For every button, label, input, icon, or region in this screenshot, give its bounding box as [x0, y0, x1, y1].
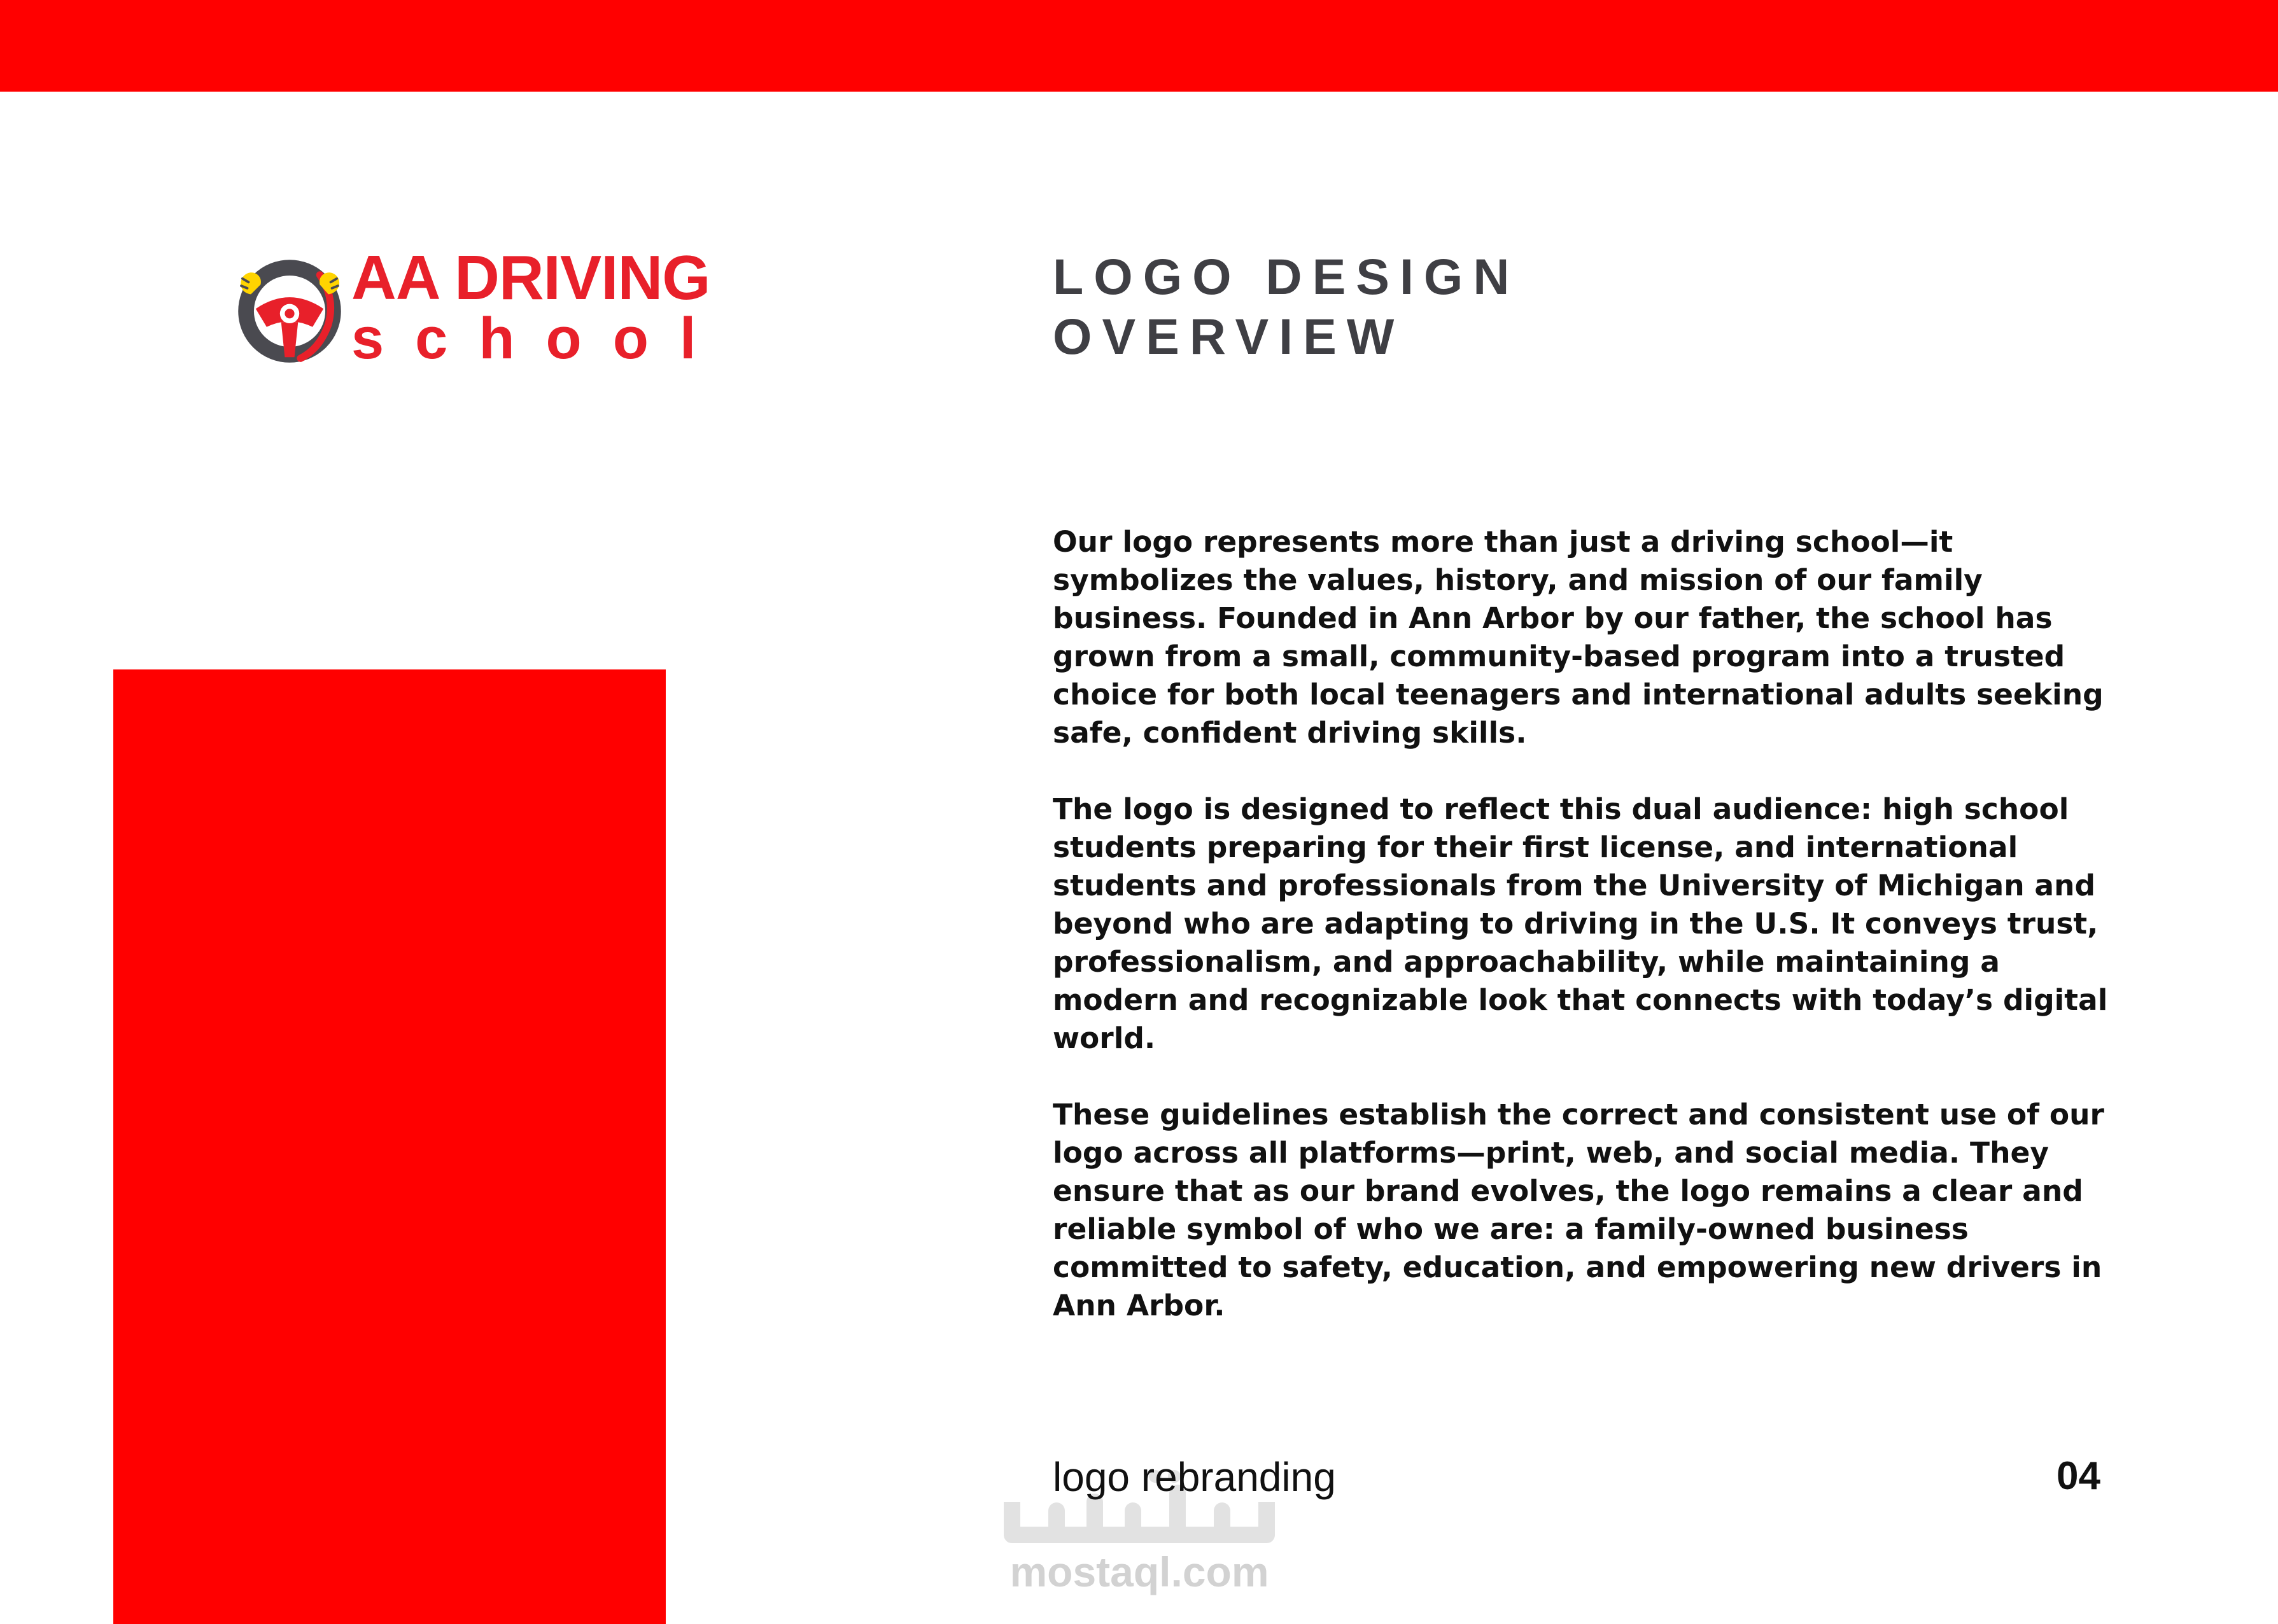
footer-label: logo rebranding: [1053, 1454, 1336, 1500]
body-paragraph: These guidelines establish the correct and consistent use of our logo across all platforms—print, web, and social media. They ensure that as our brand evolves, the logo remains a clear and reliable symbol of who we are: a family-owned business committed to safety, education, and empowering new drivers in Ann Arbor.: [1053, 1098, 2104, 1322]
steering-wheel-icon: [229, 251, 350, 372]
logo-wordmark-line2: school: [351, 306, 728, 371]
page-title: [1053, 247, 1817, 367]
page-number: 04: [2057, 1454, 2100, 1498]
top-accent-bar: [0, 0, 2278, 92]
body-paragraph: Our logo represents more than just a driving school—it symbolizes the values, history, and mission of our family business. Founded in Ann Arbor by our father, the school has grown from a small, community-based program into a trusted choice for both local teenagers and international adults seeking safe, confident driving skills.: [1053, 525, 2104, 750]
page-title-line2: OVERVIEW: [1053, 308, 1405, 365]
red-color-block: [113, 669, 666, 1624]
watermark-text: mostaql.com: [1009, 1548, 1269, 1595]
overview-body: [1053, 523, 2128, 1363]
logo-wordmark-line1: AA DRIVING: [351, 242, 710, 312]
body-paragraph: The logo is designed to reflect this dual audience: high school students preparing for their first license, and international students and professionals from the University of Michigan and beyond who are adapting to driving in the U.S. It conveys trust, professionalism, and approachability, while maintaining a modern and recognizable look that connects with today’s digital world.: [1053, 792, 2108, 1055]
page-title-line1: LOGO DESIGN: [1053, 248, 1520, 305]
brand-logo: [229, 242, 738, 369]
